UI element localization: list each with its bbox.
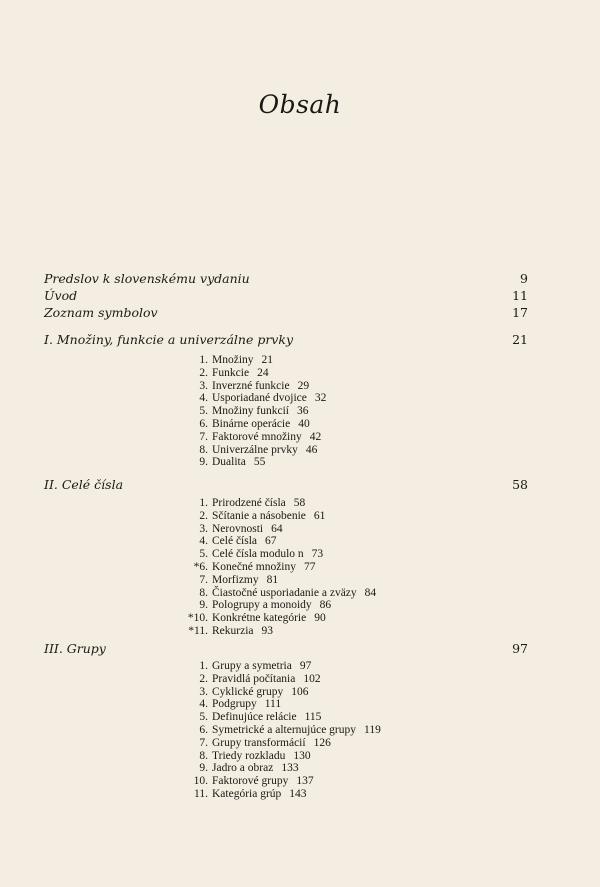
section-item xyxy=(176,625,506,638)
section-page: 29 xyxy=(297,379,310,392)
section-title: Faktorové grupy xyxy=(212,775,289,788)
front-matter-label: Predslov k slovenskému vydaniu xyxy=(44,271,250,286)
section-page: 130 xyxy=(293,749,311,762)
section-list xyxy=(176,354,506,469)
section-item xyxy=(176,380,506,393)
section-page: 111 xyxy=(264,698,282,711)
section-item xyxy=(176,788,506,801)
section-title: Pravidlá počítania xyxy=(212,672,296,685)
section-page: 133 xyxy=(281,762,299,775)
chapter-heading xyxy=(44,476,528,493)
section-title: Funkcie xyxy=(212,366,250,379)
section-number: 6. xyxy=(199,723,208,736)
section-item xyxy=(176,737,506,750)
section-item xyxy=(176,354,506,367)
section-number: 8. xyxy=(199,586,208,599)
front-matter-list xyxy=(44,270,528,321)
section-title: Binárne operácie xyxy=(212,417,291,430)
section-title: Kategória grúp xyxy=(212,787,282,800)
section-item xyxy=(176,523,506,536)
section-item xyxy=(176,418,506,431)
section-number: 1. xyxy=(199,497,208,509)
section-item xyxy=(176,367,506,380)
section-list xyxy=(176,660,506,801)
front-matter-item xyxy=(44,304,528,321)
section-number: 3. xyxy=(199,522,208,535)
section-item xyxy=(176,444,506,457)
chapter-page: 97 xyxy=(512,641,528,656)
section-title: Konečné množiny xyxy=(212,560,296,573)
section-title: Pologrupy a monoidy xyxy=(212,599,312,612)
section-page: 58 xyxy=(293,497,306,509)
section-title: Dualita xyxy=(212,456,246,469)
section-item xyxy=(176,405,506,418)
chapter-page: 21 xyxy=(512,332,528,347)
section-page: 64 xyxy=(271,522,283,535)
chapter-title: II. Celé čísla xyxy=(44,477,124,492)
section-item xyxy=(176,456,506,469)
section-number: 5. xyxy=(199,711,208,724)
section-title: Symetrické a alternujúce grupy xyxy=(212,723,357,736)
chapter-title: III. Grupy xyxy=(44,641,106,656)
section-page: 143 xyxy=(289,787,307,800)
section-item xyxy=(176,762,506,775)
section-item xyxy=(176,775,506,788)
section-title: Inverzné funkcie xyxy=(212,379,290,392)
section-number: 6. xyxy=(199,417,208,430)
section-page: 55 xyxy=(253,456,266,469)
front-matter-page: 9 xyxy=(520,271,528,286)
section-page: 86 xyxy=(319,599,332,612)
section-page: 42 xyxy=(309,430,322,443)
section-number: 4. xyxy=(199,535,208,548)
section-item xyxy=(176,724,506,737)
section-number: 3. xyxy=(199,379,208,392)
section-number: 7. xyxy=(199,736,208,749)
section-item xyxy=(176,497,506,510)
chapter-title: I. Množiny, funkcie a univerzálne prvky xyxy=(44,332,294,347)
section-number: 2. xyxy=(199,672,208,685)
section-title: Množiny funkcií xyxy=(212,405,289,418)
section-page: 36 xyxy=(296,405,309,418)
page-title: Obsah xyxy=(258,90,342,119)
section-page: 32 xyxy=(314,392,327,405)
section-number: 1. xyxy=(199,660,208,672)
section-number: 2. xyxy=(199,509,208,522)
section-page: 67 xyxy=(265,535,277,548)
section-page: 77 xyxy=(304,560,316,573)
section-title: Grupy transformácií xyxy=(212,736,306,749)
front-matter-item xyxy=(44,287,528,304)
section-item xyxy=(176,698,506,711)
section-title: Prirodzené čísla xyxy=(212,497,286,509)
section-item xyxy=(176,673,506,686)
section-title: Usporiadané dvojice xyxy=(212,392,307,405)
section-item xyxy=(176,548,506,561)
section-item xyxy=(176,574,506,587)
section-number: 5. xyxy=(199,405,208,418)
section-page: 97 xyxy=(299,660,312,672)
section-page: 73 xyxy=(311,548,324,561)
section-number: 7. xyxy=(199,430,208,443)
chapter-page: 58 xyxy=(512,477,528,492)
section-number: 11. xyxy=(194,787,208,800)
section-number: 9. xyxy=(199,456,208,469)
section-title: Celé čísla xyxy=(212,535,258,548)
section-number: 9. xyxy=(199,599,208,612)
section-number: *6. xyxy=(193,560,208,573)
section-page: 84 xyxy=(364,586,377,599)
section-item xyxy=(176,587,506,600)
section-number: 2. xyxy=(199,366,208,379)
section-number: 4. xyxy=(199,392,208,405)
section-page: 24 xyxy=(257,366,269,379)
section-page: 81 xyxy=(266,573,279,586)
section-page: 21 xyxy=(261,354,274,366)
section-list xyxy=(176,497,506,638)
section-title: Triedy rozkladu xyxy=(212,749,286,762)
front-matter-label: Úvod xyxy=(44,288,78,303)
section-item xyxy=(176,711,506,724)
front-matter-page: 17 xyxy=(512,305,528,320)
front-matter-page: 11 xyxy=(512,288,528,303)
section-number: 8. xyxy=(199,749,208,762)
section-item xyxy=(176,392,506,405)
section-number: 4. xyxy=(199,698,208,711)
section-page: 126 xyxy=(313,736,331,749)
section-number: 5. xyxy=(199,548,208,561)
section-page: 106 xyxy=(291,685,309,698)
section-title: Grupy a symetria xyxy=(212,660,292,672)
front-matter-label: Zoznam symbolov xyxy=(44,305,158,320)
section-item xyxy=(176,510,506,523)
section-page: 40 xyxy=(298,417,310,430)
section-title: Faktorové množiny xyxy=(212,430,302,443)
section-title: Definujúce relácie xyxy=(212,711,297,724)
section-title: Morfizmy xyxy=(212,573,259,586)
section-number: 8. xyxy=(199,443,208,456)
section-title: Univerzálne prvky xyxy=(212,443,298,456)
section-title: Celé čísla modulo n xyxy=(212,548,304,561)
section-item xyxy=(176,431,506,444)
section-item xyxy=(176,561,506,574)
section-number: *11. xyxy=(188,624,208,637)
section-title: Konkrétne kategórie xyxy=(212,612,307,625)
section-page: 119 xyxy=(364,723,381,736)
section-number: 10. xyxy=(193,775,208,788)
section-title: Čiastočné usporiadanie a zväzy xyxy=(212,586,357,599)
section-title: Množiny xyxy=(212,354,254,366)
section-page: 102 xyxy=(303,672,321,685)
section-page: 137 xyxy=(296,775,314,788)
section-number: 1. xyxy=(199,354,208,366)
section-title: Rekurzia xyxy=(212,624,254,637)
section-page: 90 xyxy=(314,612,326,625)
section-title: Jadro a obraz xyxy=(212,762,274,775)
section-item xyxy=(176,599,506,612)
section-number: *10. xyxy=(187,612,208,625)
section-number: 3. xyxy=(199,685,208,698)
chapter-heading xyxy=(44,331,528,348)
section-page: 46 xyxy=(305,443,318,456)
section-title: Nerovnosti xyxy=(212,522,264,535)
front-matter-item xyxy=(44,270,528,287)
section-item xyxy=(176,686,506,699)
section-item xyxy=(176,535,506,548)
section-item xyxy=(176,750,506,763)
section-title: Sčítanie a násobenie xyxy=(212,509,306,522)
section-title: Podgrupy xyxy=(212,698,257,711)
section-title: Cyklické grupy xyxy=(212,685,284,698)
section-page: 115 xyxy=(304,711,322,724)
section-page: 61 xyxy=(313,509,326,522)
section-number: 9. xyxy=(199,762,208,775)
chapter-heading xyxy=(44,640,528,657)
section-number: 7. xyxy=(199,573,208,586)
section-item xyxy=(176,612,506,625)
section-page: 93 xyxy=(261,624,274,637)
section-item xyxy=(176,660,506,673)
